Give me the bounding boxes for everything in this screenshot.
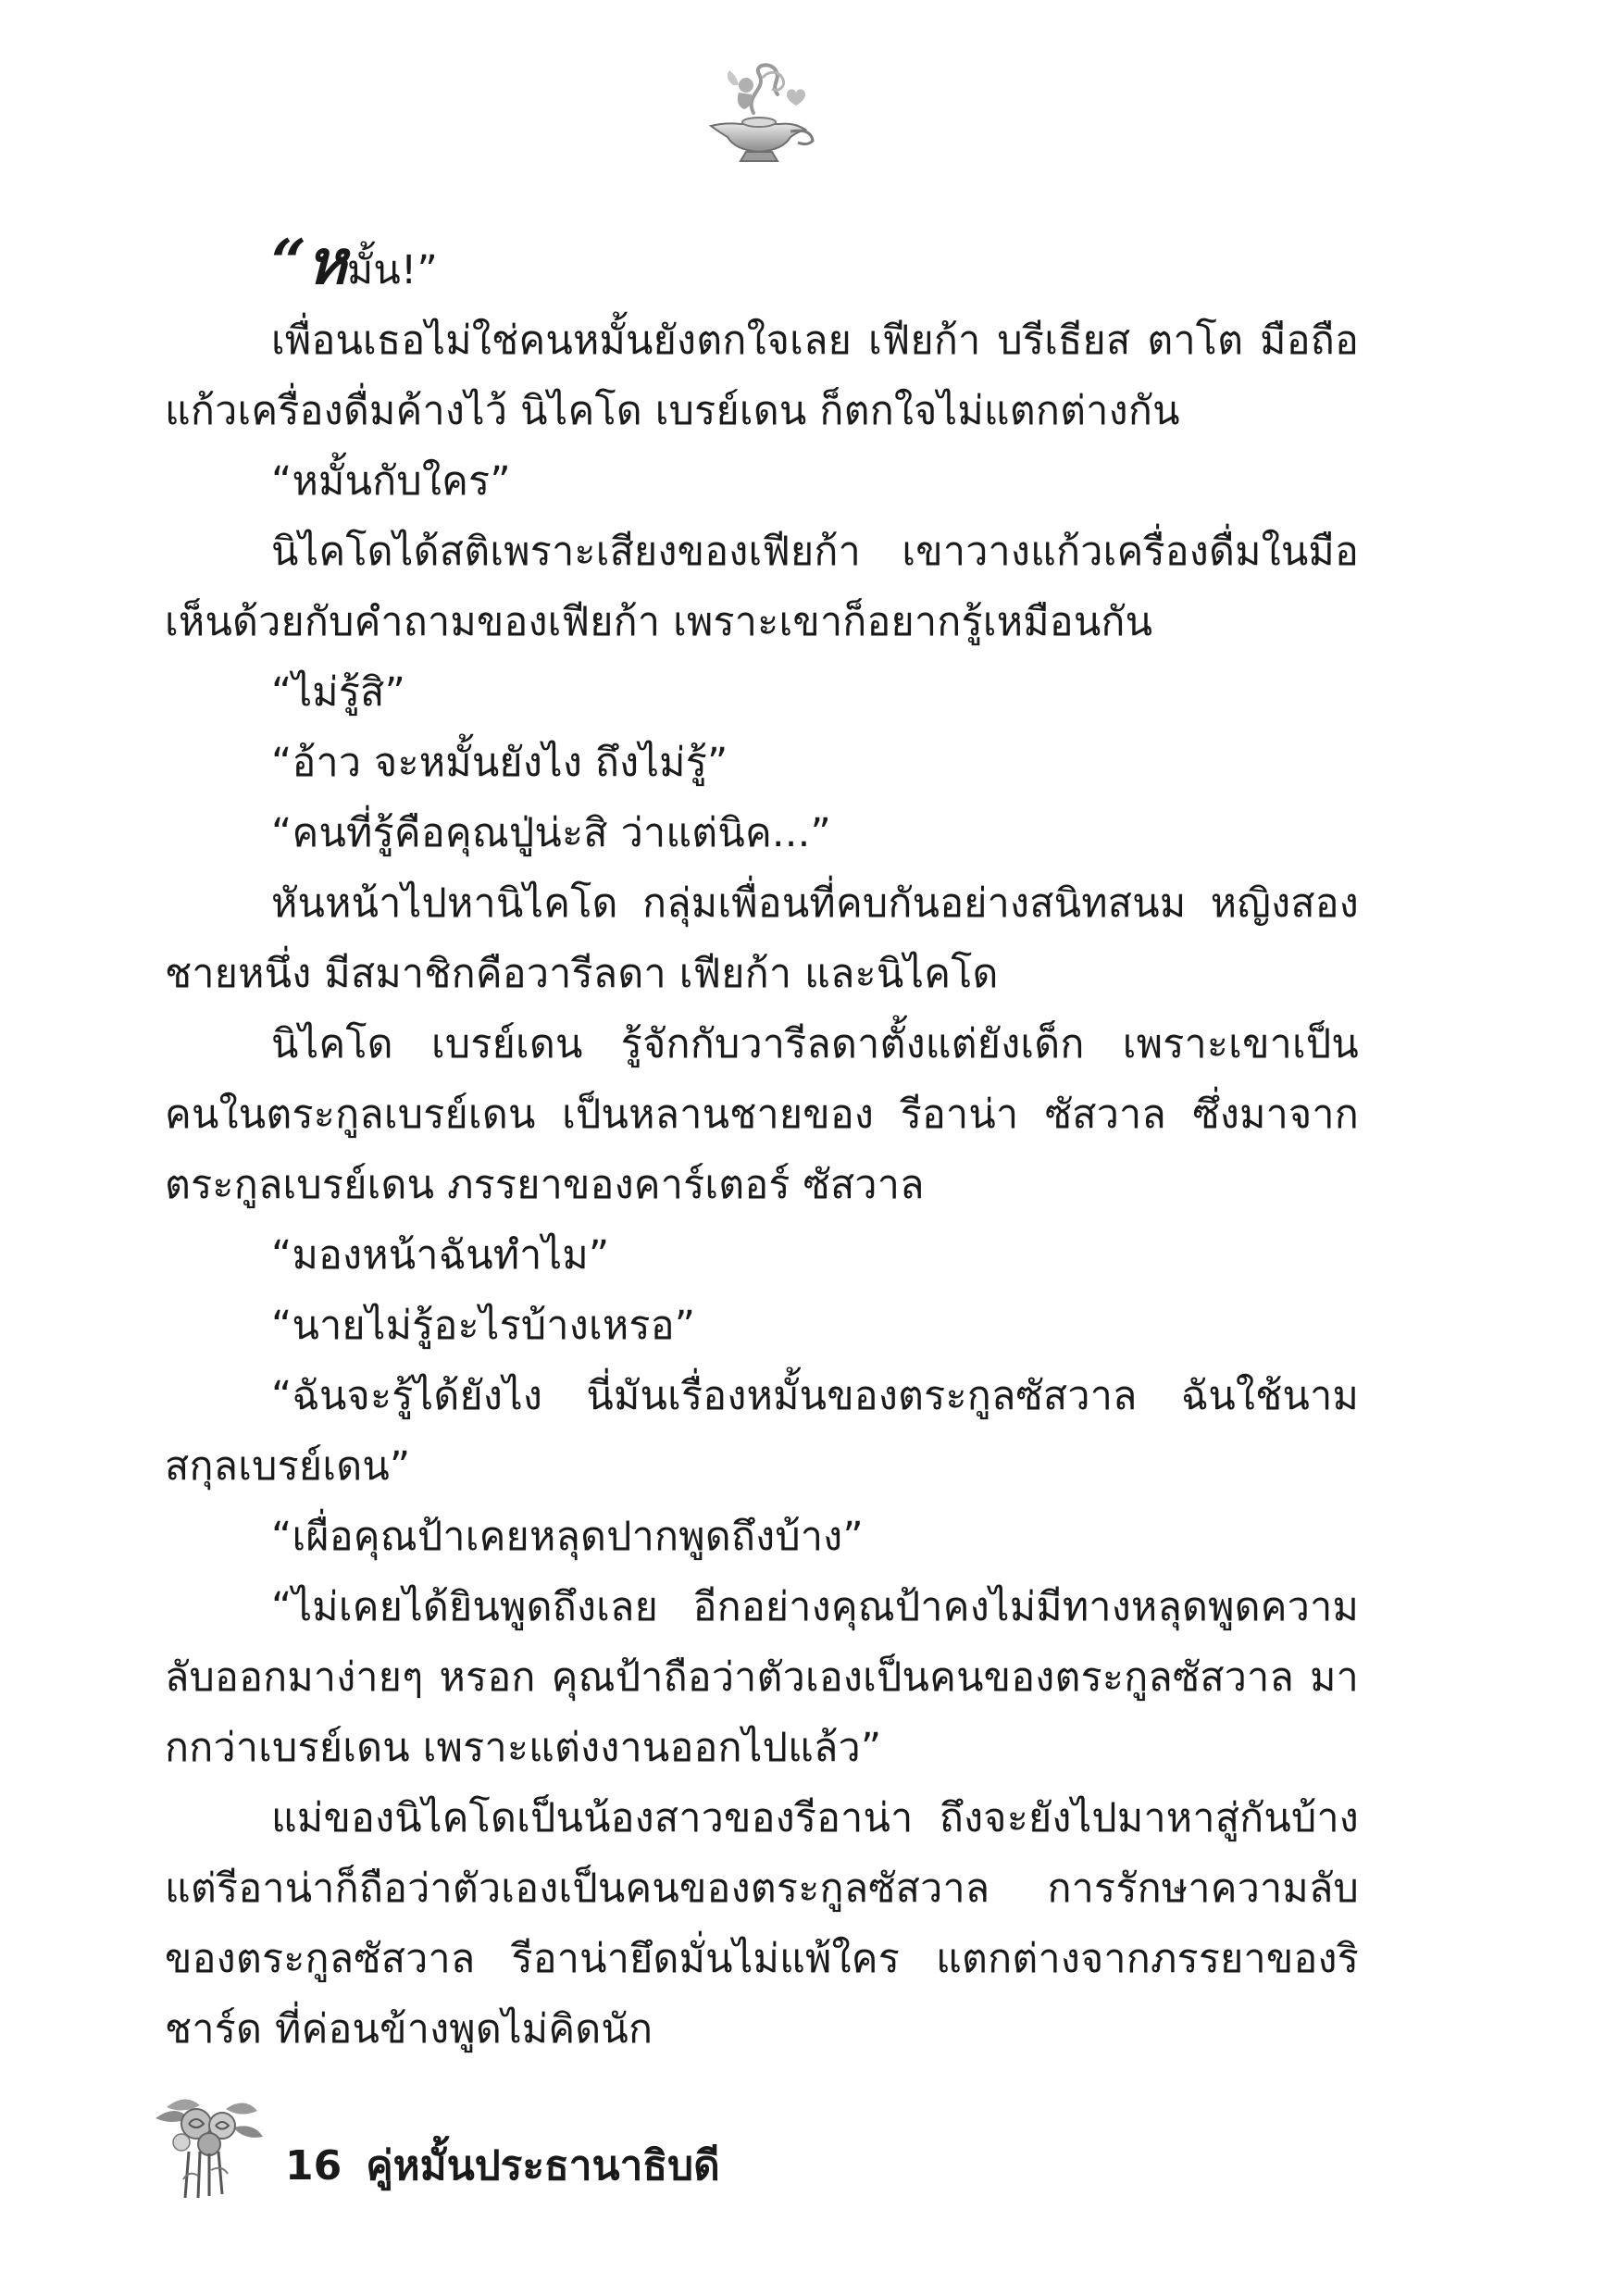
paragraph: “ไม่รู้สิ” (271, 669, 406, 716)
genie-lamp-icon (698, 57, 818, 168)
paragraph: “ไม่เคยได้ยินพูดถึงเลย อีกอย่างคุณป้าคงไม่มีทางหลุดพูดความลับออกมาง่ายๆ หรอก คุณป้าถือว่าตัวเองเป็นคนของตระกูลซัสวาล มากกว่าเบรย์เดน เพราะแต่งงานออกไปแล้ว” (165, 1584, 1359, 1771)
rose-bouquet-icon (148, 2090, 268, 2202)
paragraph: เพื่อนเธอไม่ใช่คนหมั้นยังตกใจเลย เฟียก้า บรีเธียส ตาโต มือถือแก้วเครื่องดื่มค้างไว้ นิไคโด เบรย์เดน ก็ตกใจไม่แตกต่างกัน (165, 318, 1359, 434)
paragraph: “อ้าว จะหมั้นยังไง ถึงไม่รู้” (271, 740, 728, 786)
running-footer (285, 2133, 720, 2198)
paragraph: “คนที่รู้คือคุณปู่น่ะสิ ว่าแต่นิค...” (271, 810, 831, 856)
paragraph: “นายไม่รู้อะไรบ้างเหรอ” (271, 1303, 696, 1349)
paragraph: นิไคโด เบรย์เดน รู้จักกับวารีลดาตั้งแต่ยังเด็ก เพราะเขาเป็นคนในตระกูลเบรย์เดน เป็นหลานชายของ รีอาน่า ซัสวาล ซึ่งมาจากตระกูลเบรย์เดน ภรรยาของคาร์เตอร์ ซัสวาล (165, 1021, 1359, 1208)
paragraph: หันหน้าไปหานิไคโด กลุ่มเพื่อนที่คบกันอย่างสนิทสนม หญิงสองชายหนึ่ง มีสมาชิกคือวารีลดา เฟียก้า และนิไคโด (165, 880, 1359, 997)
paragraph: แม่ของนิไคโดเป็นน้องสาวของรีอาน่า ถึงจะยังไปมาหาสู่กันบ้าง แต่รีอาน่าก็ถือว่าตัวเองเป็นคนของตระกูลซัสวาล การรักษาความลับของตระกูลซัสวาล รีอาน่ายึดมั่นไม่แพ้ใคร แตกต่างจากภรรยาของริชาร์ด ที่ค่อนข้างพูดไม่คิดนัก (165, 1795, 1359, 2053)
paragraph (165, 227, 1359, 306)
paragraph: “ฉันจะรู้ได้ยังไง นี่มันเรื่องหมั้นของตระกูลซัสวาล ฉันใช้นามสกุลเบรย์เดน” (165, 1373, 1359, 1490)
paragraph: “หมั้นกับใคร” (271, 458, 511, 505)
page-footer (148, 2090, 796, 2211)
paragraph: “เผื่อคุณป้าเคยหลุดปากพูดถึงบ้าง” (271, 1514, 864, 1560)
drop-cap: “ห (271, 226, 347, 298)
page-number: 16 (285, 2142, 342, 2190)
paragraph-text: มั้น!” (346, 247, 438, 293)
body-text (165, 227, 1359, 2065)
book-title: คู่หมั้นประธานาธิบดี (366, 2142, 720, 2190)
paragraph: “มองหน้าฉันทำไม” (271, 1232, 610, 1279)
paragraph: นิไคโดได้สติเพราะเสียงของเฟียก้า เขาวางแก้วเครื่องดื่มในมือ เห็นด้วยกับคำถามของเฟียก้า เพราะเขาก็อยากรู้เหมือนกัน (165, 529, 1359, 645)
